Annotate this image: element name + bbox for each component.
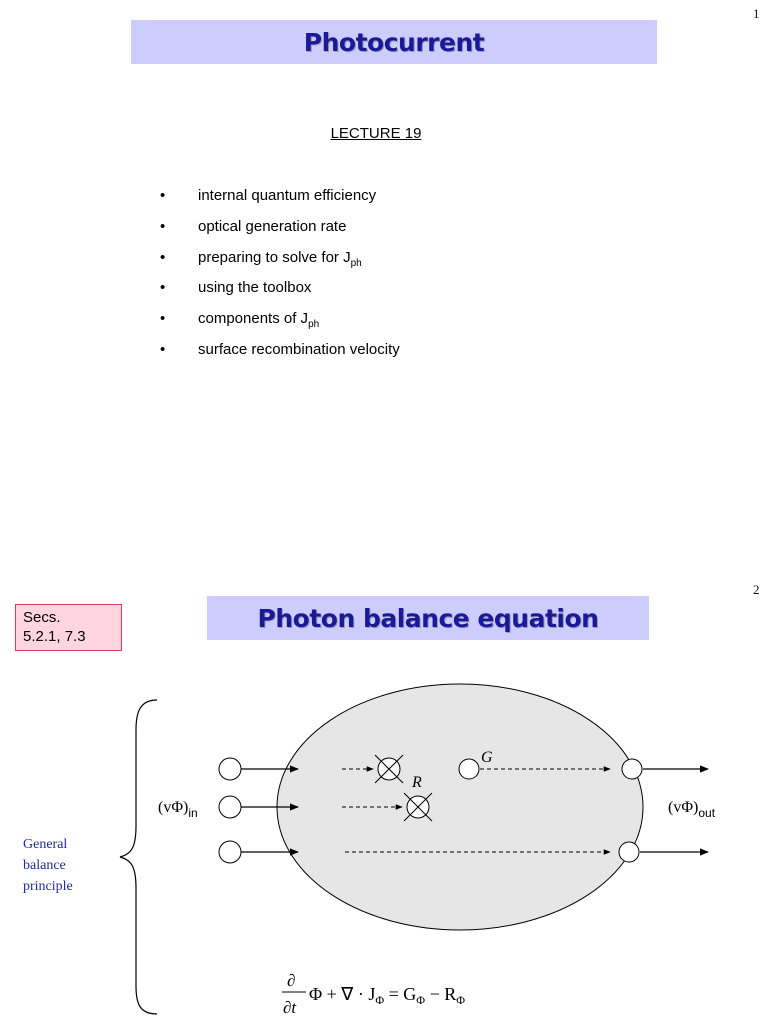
list-item-text: internal quantum efficiency [198,187,377,204]
balance-equation [282,971,465,1017]
equation-body [309,984,465,1007]
bullet-dot: • [160,340,166,358]
page-number-2: 2 [753,582,760,597]
equation-r-subscript: Φ [456,993,466,1007]
curly-brace [120,700,157,1014]
incoming-photon-circle [219,758,241,780]
bullet-dot: • [160,310,166,328]
equation-partial-top: ∂ [287,971,296,990]
list-item-text: optical generation rate [198,217,347,235]
control-volume-ellipse [277,684,643,930]
list-item-text: components of J [198,310,309,328]
bullet-dot: • [160,279,166,297]
flux-in-subscript: in [188,806,198,820]
page-number-1: 1 [753,6,760,21]
flux-out-main: (vΦ) [668,799,699,816]
bullet-dot: • [160,248,166,266]
incoming-photon-circle [219,841,241,863]
sections-line: Secs. [23,609,61,626]
flux-in-label [158,799,198,820]
equation-minus-r: − R [425,984,457,1004]
flux-out-label [668,799,716,820]
recombination-cross-icon [375,755,403,783]
equation-partial-bottom: ∂t [283,998,297,1017]
outgoing-photon-circle [622,759,642,779]
equation-j-subscript: Φ [375,993,385,1007]
incoming-photon-circle [219,796,241,818]
list-item-text: surface recombination velocity [198,340,400,358]
flux-out-subscript: out [698,806,716,820]
recombination-label: R [412,774,422,791]
slide-title-photocurrent: Photocurrent [131,20,657,64]
list-item-text: using the toolbox [198,279,312,297]
side-label-line: balance [23,858,66,873]
flux-in-main: (vΦ) [158,799,189,816]
equation-g-subscript: Φ [416,993,426,1007]
sections-line: 5.2.1, 7.3 [23,628,86,645]
slide-title-photon-balance: Photon balance equation [207,596,649,640]
outgoing-photon-circle [619,842,639,862]
recombination-cross-icon [404,793,432,821]
bullet-dot: • [160,187,166,204]
subscript: ph [350,257,362,269]
subscript: ph [308,319,320,331]
equation-middle: Φ + ∇ · J [309,984,376,1004]
side-label-line: General [23,837,68,852]
list-item-text: preparing to solve for J [198,248,351,266]
generated-photon-circle [459,759,479,779]
generation-label: G [481,749,493,766]
lecture-label: LECTURE 19 [330,125,422,142]
equation-equals-g: = G [384,984,417,1004]
bullet-dot: • [160,217,166,235]
side-label-line: principle [23,879,73,894]
